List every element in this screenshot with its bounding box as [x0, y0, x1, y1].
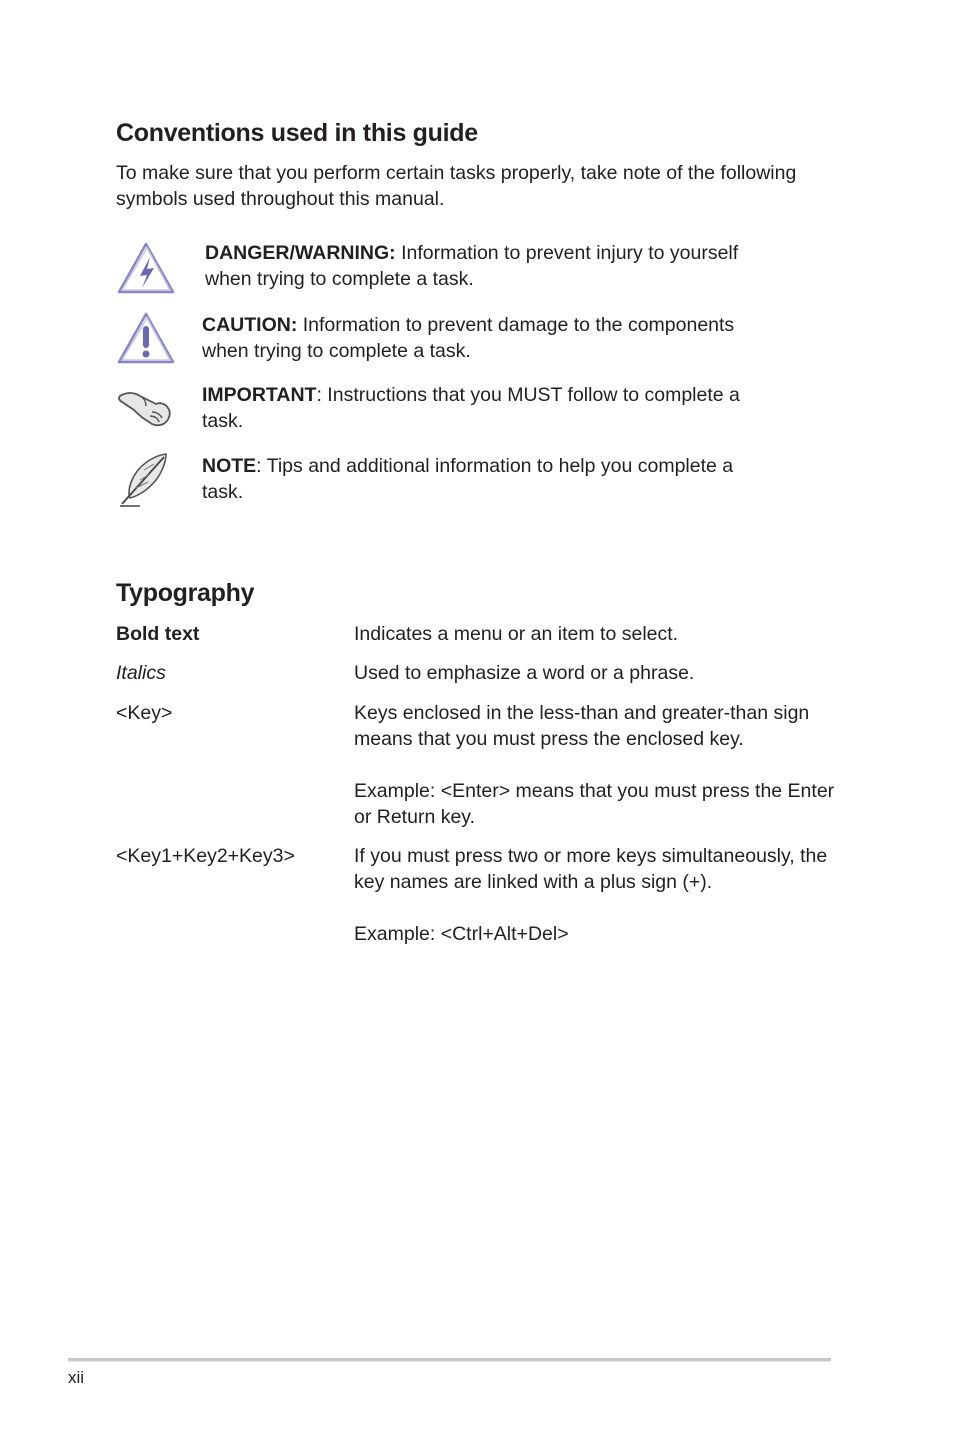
- conventions-heading: Conventions used in this guide: [116, 119, 478, 147]
- footer-rule: [68, 1358, 831, 1362]
- important-hand-icon: [116, 384, 176, 439]
- note-label: DANGER/WARNING:: [205, 242, 396, 264]
- note-body: Information to prevent damage to the components when trying to complete a task.: [202, 314, 735, 362]
- note-caution: [202, 312, 762, 364]
- typography-desc: Keys enclosed in the less-than and greater-than sign means that you must press the enclosed key.: [354, 702, 810, 750]
- page-number: xii: [68, 1368, 85, 1387]
- typography-term: Bold text: [116, 623, 200, 645]
- note-feather-icon: [116, 450, 172, 513]
- typography-term: <Key>: [116, 702, 173, 724]
- typography-heading: Typography: [116, 579, 255, 607]
- caution-icon: [116, 310, 176, 371]
- typography-desc: Indicates a menu or an item to select.: [354, 623, 679, 645]
- typography-example: Example: <Ctrl+Alt+Del>: [354, 923, 569, 945]
- note-note: [202, 453, 762, 505]
- danger-warning-icon: [116, 240, 176, 301]
- note-label: IMPORTANT: [202, 384, 317, 406]
- typography-term: Italics: [116, 662, 166, 684]
- conventions-intro: To make sure that you perform certain tasks properly, take note of the following symbols used throughout this manual.: [116, 162, 797, 210]
- note-body: : Instructions that you MUST follow to complete a task.: [202, 384, 740, 432]
- typography-term: <Key1+Key2+Key3>: [116, 845, 295, 867]
- note-body: Information to prevent injury to yourself when trying to complete a task.: [205, 242, 739, 290]
- typography-example: Example: <Enter> means that you must press the Enter or Return key.: [354, 780, 835, 828]
- note-danger-warning: [205, 240, 765, 292]
- note-important: [202, 382, 762, 434]
- note-label: CAUTION:: [202, 314, 298, 336]
- typography-desc: If you must press two or more keys simultaneously, the key names are linked with a plus sign (+).: [354, 845, 828, 893]
- note-body: : Tips and additional information to help you complete a task.: [202, 455, 734, 503]
- typography-desc: Used to emphasize a word or a phrase.: [354, 662, 695, 684]
- note-label: NOTE: [202, 455, 257, 477]
